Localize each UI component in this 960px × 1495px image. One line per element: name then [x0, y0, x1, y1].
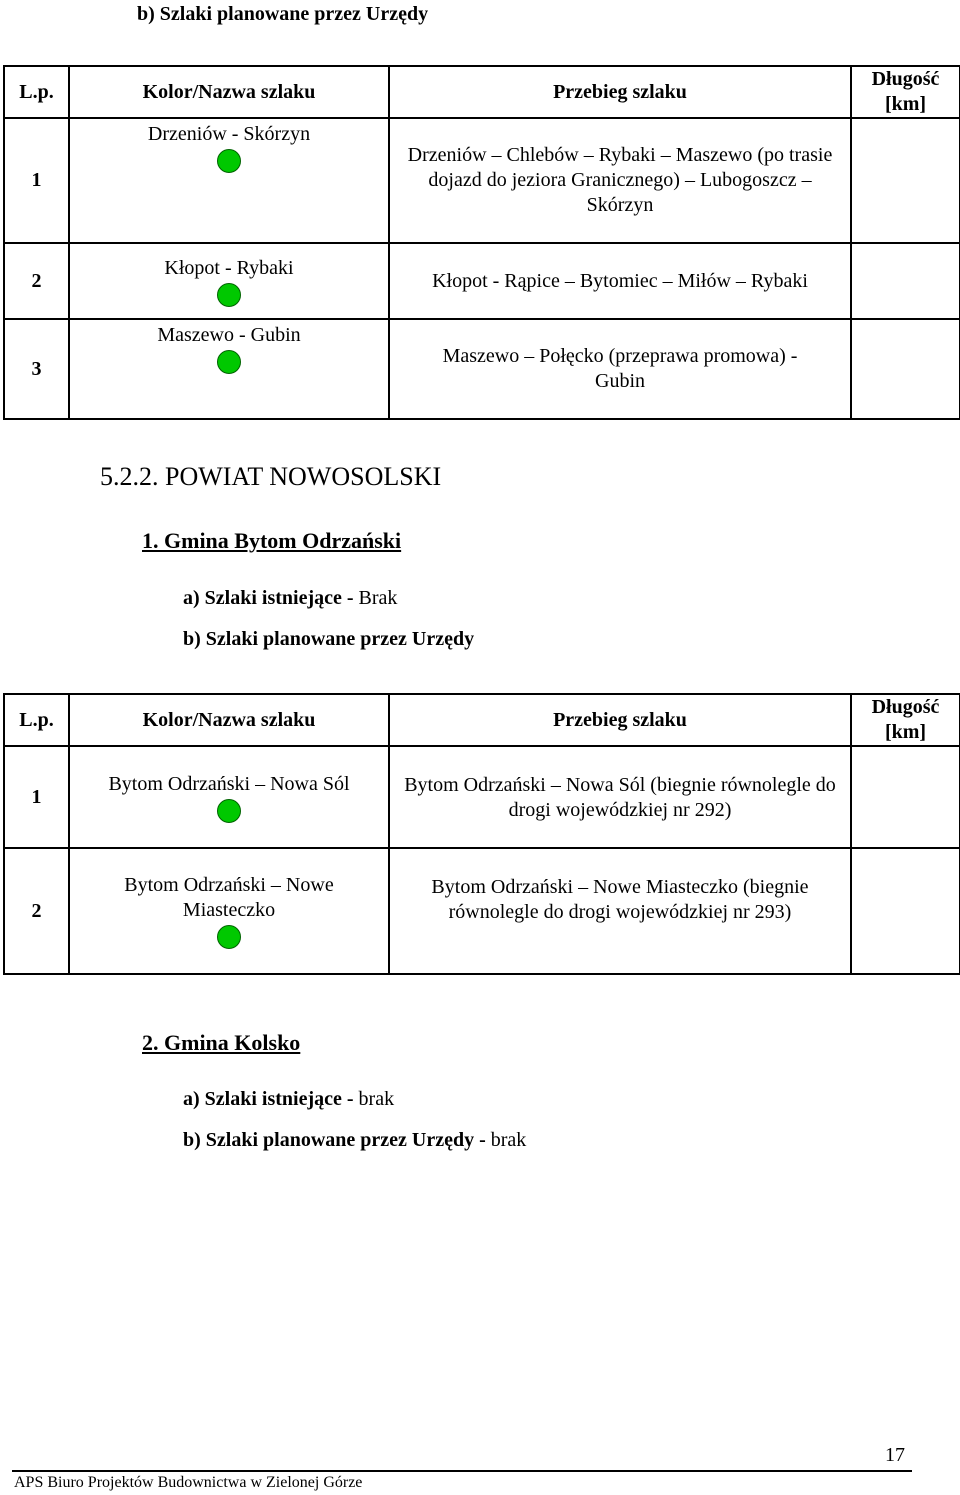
trails-table-1 — [3, 65, 960, 420]
green-trail-marker-icon — [217, 799, 241, 823]
header-lp: L.p. — [4, 694, 69, 746]
trail-length — [851, 319, 960, 419]
table-row — [4, 848, 960, 974]
header-przebieg: Przebieg szlaku — [389, 66, 851, 118]
trail-length — [851, 746, 960, 848]
trail-route: Maszewo – Połęcko (przeprawa promowa) - Gubin — [389, 319, 851, 419]
trail-name-cell — [69, 243, 389, 319]
trail-name: Maszewo - Gubin — [157, 324, 301, 346]
existing-label: a) Szlaki istniejące - — [183, 1088, 354, 1110]
trail-length — [851, 118, 960, 243]
row-number: 2 — [4, 848, 69, 974]
trail-name-cell — [69, 746, 389, 848]
trail-name-cell — [69, 848, 389, 974]
footer-publisher: APS Biuro Projektów Budownictwa w Zielonej Górze — [14, 1474, 363, 1491]
green-trail-marker-icon — [217, 149, 241, 173]
green-trail-marker-icon — [217, 283, 241, 307]
trail-route: Drzeniów – Chlebów – Rybaki – Maszewo (po trasie dojazd do jeziora Granicznego) – Lubogoszcz – Skórzyn — [389, 118, 851, 243]
gmina-2-planned — [183, 1128, 526, 1152]
existing-label: a) Szlaki istniejące - — [183, 587, 354, 609]
row-number: 1 — [4, 118, 69, 243]
table-row — [4, 243, 960, 319]
trail-name-cell — [69, 319, 389, 419]
green-trail-marker-icon — [217, 350, 241, 374]
table-row — [4, 746, 960, 848]
trail-name-cell — [69, 118, 389, 243]
trail-name: Kłopot - Rybaki — [164, 256, 294, 279]
header-dlugosc: Długość [km] — [851, 694, 960, 746]
trail-route: Bytom Odrzański – Nowe Miasteczko (biegnie równolegle do drogi wojewódzkiej nr 293) — [389, 848, 851, 974]
header-kolor: Kolor/Nazwa szlaku — [69, 66, 389, 118]
gmina-2-existing — [183, 1087, 394, 1111]
existing-value: Brak — [358, 587, 398, 609]
section-heading: 5.2.2. POWIAT NOWOSOLSKI — [100, 462, 442, 491]
gmina-1-existing — [183, 586, 397, 610]
table-header-row — [4, 66, 960, 118]
table-row — [4, 118, 960, 243]
row-number: 1 — [4, 746, 69, 848]
header-dlugosc: Długość [km] — [851, 66, 960, 118]
row-number: 3 — [4, 319, 69, 419]
planned-value: brak — [490, 1129, 527, 1151]
footer-divider — [12, 1470, 912, 1472]
trail-name: Bytom Odrzański – Nowe Miasteczko — [124, 874, 334, 921]
header-lp: L.p. — [4, 66, 69, 118]
row-number: 2 — [4, 243, 69, 319]
gmina-1-planned: b) Szlaki planowane przez Urzędy — [183, 628, 475, 650]
trail-length — [851, 243, 960, 319]
green-trail-marker-icon — [217, 925, 241, 949]
trail-name: Drzeniów - Skórzyn — [147, 123, 311, 145]
trail-length — [851, 848, 960, 974]
planned-label: b) Szlaki planowane przez Urzędy - — [183, 1129, 486, 1151]
table-row — [4, 319, 960, 419]
page-number: 17 — [885, 1444, 905, 1466]
header-przebieg: Przebieg szlaku — [389, 694, 851, 746]
existing-value: brak — [358, 1088, 395, 1110]
header-kolor: Kolor/Nazwa szlaku — [69, 694, 389, 746]
gmina-2-title: 2. Gmina Kolsko — [142, 1030, 301, 1055]
trail-route: Kłopot - Rąpice – Bytomiec – Miłów – Rybaki — [389, 243, 851, 319]
trail-name: Bytom Odrzański – Nowa Sól — [108, 772, 350, 795]
trail-route: Bytom Odrzański – Nowa Sól (biegnie równolegle do drogi wojewódzkiej nr 292) — [389, 746, 851, 848]
top-heading: b) Szlaki planowane przez Urzędy — [137, 3, 429, 25]
gmina-1-title: 1. Gmina Bytom Odrzański — [142, 528, 402, 553]
table-header-row — [4, 694, 960, 746]
trails-table-2 — [3, 693, 960, 975]
